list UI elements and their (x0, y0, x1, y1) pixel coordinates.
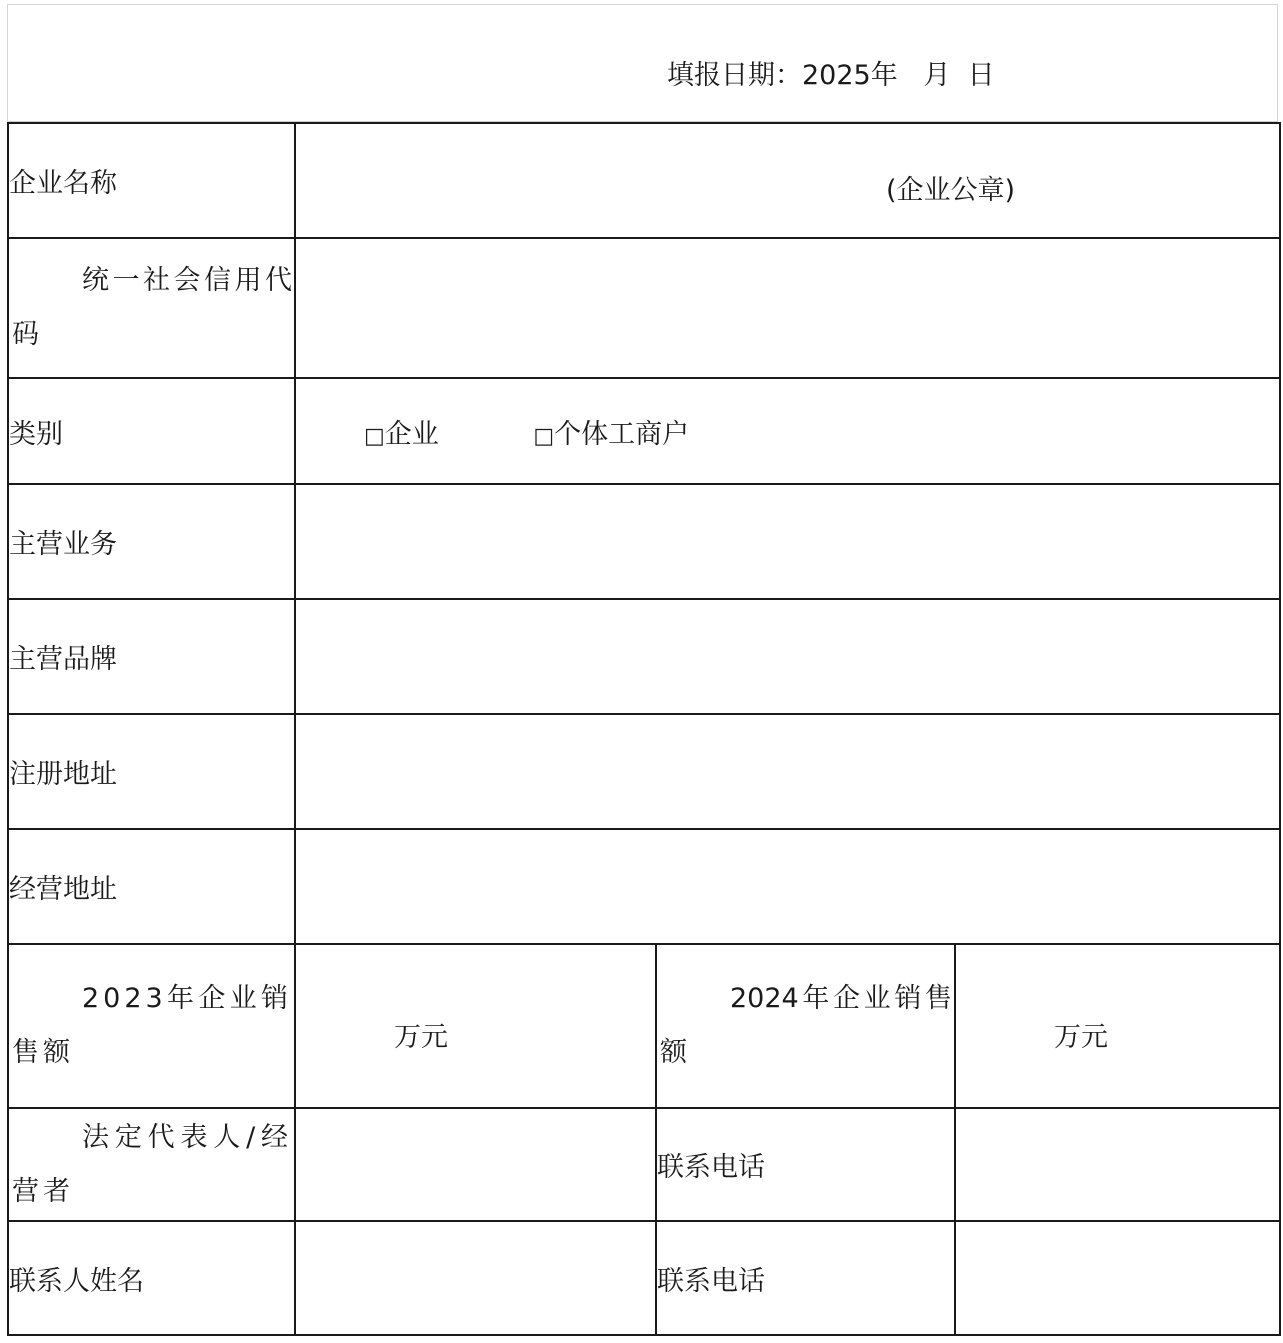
row-credit-code (8, 238, 1280, 378)
label-sales-2023-cell (8, 944, 295, 1108)
row-registered-address (8, 714, 1280, 829)
company-stamp-note: (企业公章) (886, 175, 1016, 206)
checkbox-individual-business[interactable]: □ (533, 423, 555, 449)
option-individual-business[interactable] (533, 412, 689, 451)
unit-sales-2024: 万元 (1054, 1022, 1108, 1053)
field-contact-phone[interactable] (955, 1221, 1280, 1335)
label-legal-rep-cell (8, 1108, 295, 1221)
field-sales-2024[interactable] (955, 944, 1280, 1108)
field-credit-code[interactable] (295, 238, 1280, 378)
field-legal-rep[interactable] (295, 1108, 656, 1221)
label-contact-phone: 联系电话 (656, 1221, 955, 1335)
row-category (8, 378, 1280, 484)
field-business-address[interactable] (295, 829, 1280, 944)
row-legal-rep (8, 1108, 1280, 1221)
fill-date-line: 填报日期：2025年 月 日 (667, 60, 995, 91)
label-registered-address: 注册地址 (8, 714, 295, 829)
field-legal-rep-phone[interactable] (955, 1108, 1280, 1221)
label-sales-2024-cell (656, 944, 955, 1108)
field-contact-name[interactable] (295, 1221, 656, 1335)
label-company-name: 企业名称 (8, 123, 295, 238)
label-credit-code: 统一社会信用代码 (12, 265, 292, 350)
option-enterprise-label: 企业 (384, 418, 439, 450)
registration-form-table (7, 122, 1281, 1336)
row-main-business (8, 484, 1280, 599)
row-sales (8, 944, 1280, 1108)
option-individual-business-label: 个体工商户 (554, 418, 690, 450)
label-sales-2024: 2024年企业销售额 (660, 983, 952, 1068)
field-company-name[interactable] (295, 123, 1280, 238)
field-registered-address[interactable] (295, 714, 1280, 829)
checkbox-enterprise[interactable]: □ (364, 423, 385, 449)
row-company-name (8, 123, 1280, 238)
label-sales-2023: 2023年企业销售额 (12, 983, 292, 1068)
label-legal-rep: 法定代表人/经营者 (12, 1121, 292, 1207)
label-contact-name: 联系人姓名 (8, 1221, 295, 1335)
form-header (7, 4, 1278, 122)
label-credit-code-cell (8, 238, 295, 378)
field-main-business[interactable] (295, 484, 1280, 599)
label-business-address: 经营地址 (8, 829, 295, 944)
row-main-brand (8, 599, 1280, 714)
label-main-brand: 主营品牌 (8, 599, 295, 714)
label-main-business: 主营业务 (8, 484, 295, 599)
row-contact (8, 1221, 1280, 1335)
field-main-brand[interactable] (295, 599, 1280, 714)
label-legal-rep-phone: 联系电话 (656, 1108, 955, 1221)
option-enterprise[interactable] (364, 412, 439, 451)
field-sales-2023[interactable] (295, 944, 656, 1108)
field-category (295, 378, 1280, 484)
unit-sales-2023: 万元 (394, 1022, 448, 1053)
row-business-address (8, 829, 1280, 944)
label-category: 类别 (8, 378, 295, 484)
